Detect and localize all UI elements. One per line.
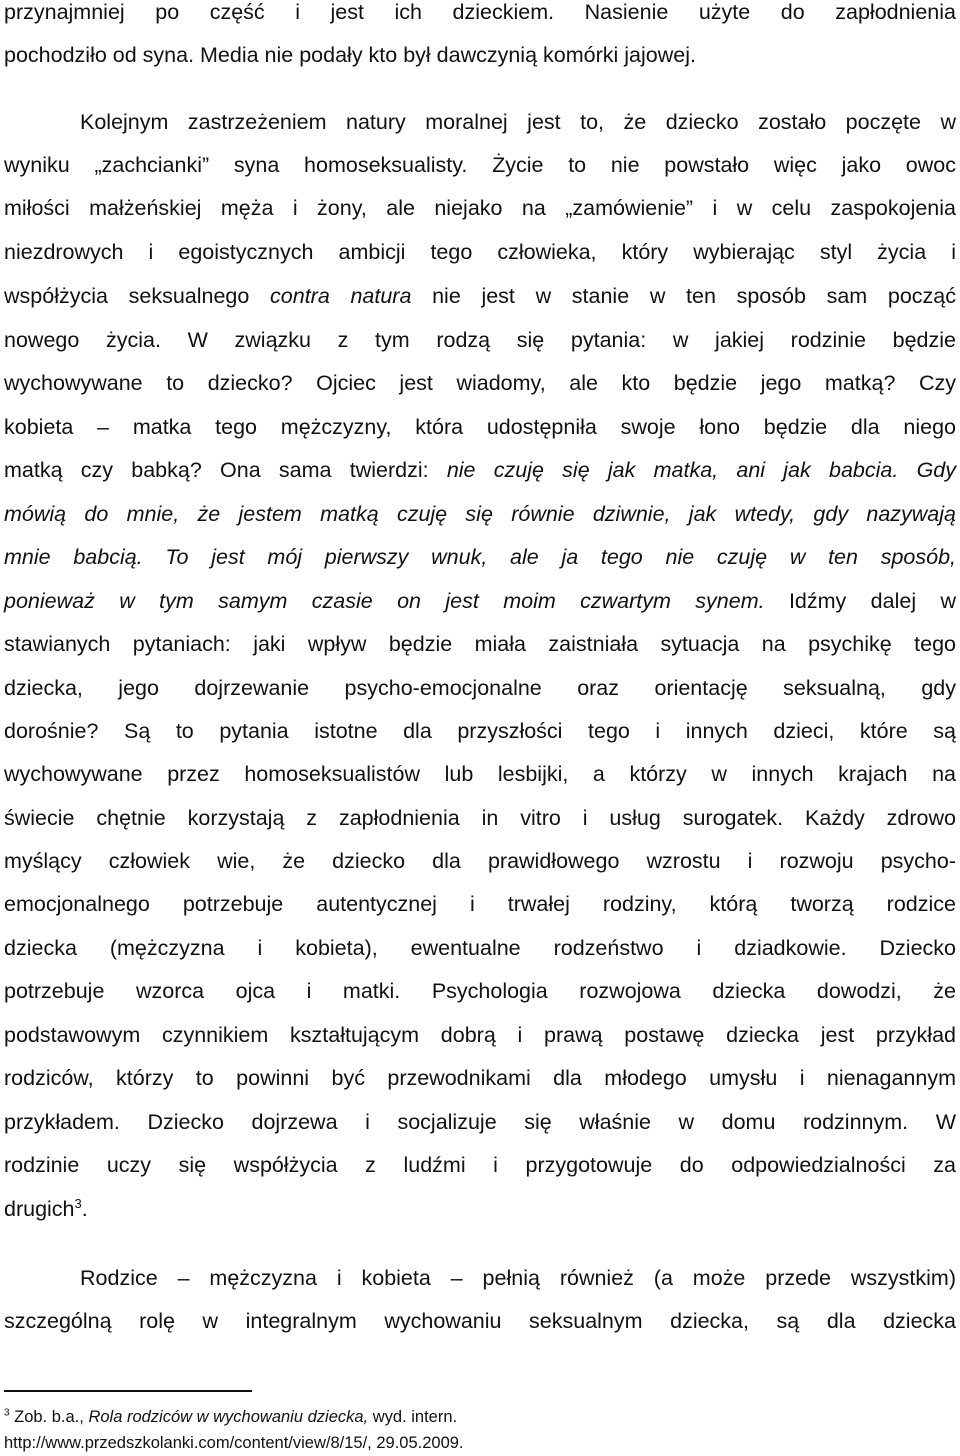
text-line xyxy=(4,1151,956,1179)
text-segment: szczególną rolę w integralnym wychowaniu seksualnym dziecka, są dla dziecka xyxy=(4,1309,956,1333)
text-line xyxy=(4,456,956,484)
text-segment: wychowywane to dziecko? Ojciec jest wiadomy, ale kto będzie jego matką? Czy xyxy=(4,371,956,395)
text-line xyxy=(4,500,956,528)
text-line xyxy=(4,543,956,571)
text-line xyxy=(4,760,956,788)
italic-text: contra natura xyxy=(270,284,412,308)
text-line xyxy=(4,890,956,918)
text-segment: emocjonalnego potrzebuje autentycznej i trwałej rodziny, którą tworzą rodzice xyxy=(4,892,956,916)
footnote-suffix: wyd. intern. xyxy=(368,1408,458,1426)
text-segment: podstawowym czynnikiem kształtującym dobrą i prawą postawę dziecka jest przykład xyxy=(4,1023,956,1047)
text-line xyxy=(4,151,956,179)
text-line xyxy=(80,108,956,136)
text-segment: Rodzice – mężczyzna i kobieta – pełnią również (a może przede wszystkim) xyxy=(80,1266,956,1290)
footnote-number: 3 xyxy=(4,1407,10,1419)
footnote-title: Rola rodziców w wychowaniu dziecka, xyxy=(88,1408,369,1426)
footnote-reference: 3 xyxy=(74,1195,82,1211)
text-line xyxy=(4,1307,956,1335)
text-segment: dziecka, jego dojrzewanie psycho-emocjonalne oraz orientację seksualną, gdy xyxy=(4,676,956,700)
text-line xyxy=(4,587,956,615)
text-line xyxy=(4,847,956,875)
text-line xyxy=(4,369,956,397)
text-segment: nie jest w stanie w ten sposób sam począć xyxy=(411,284,956,308)
text-segment: Idźmy dalej w xyxy=(764,589,956,613)
text-segment: drugich xyxy=(4,1197,75,1221)
text-line xyxy=(4,1195,956,1223)
text-line xyxy=(4,238,956,266)
text-segment: rodziców, którzy to powinni być przewodnikami dla młodego umysłu i nienagannym xyxy=(4,1066,956,1090)
italic-text: mnie babcią. To jest mój pierwszy wnuk, ale ja tego nie czuję w ten sposób, xyxy=(4,545,956,569)
text-line xyxy=(4,934,956,962)
text-line xyxy=(80,1264,956,1292)
text-segment: świecie chętnie korzystają z zapłodnienia in vitro i usług surogatek. Każdy zdrowo xyxy=(4,806,956,830)
text-segment: matką czy babką? Ona sama twierdzi: xyxy=(4,458,447,482)
text-segment: nowego życia. W związku z tym rodzą się pytania: w jakiej rodzinie będzie xyxy=(4,328,956,352)
footnote-separator xyxy=(4,1390,252,1392)
text-line xyxy=(4,194,956,222)
text-segment: wyniku „zachcianki” syna homoseksualisty. Życie to nie powstało więc jako owoc xyxy=(4,153,956,177)
text-segment: stawianych pytaniach: jaki wpływ będzie miała zaistniała sytuacja na psychikę tego xyxy=(4,632,956,656)
text-line xyxy=(4,977,956,1005)
italic-text: mówią do mnie, że jestem matką czuję się równie dziwnie, jak wtedy, gdy nazywają xyxy=(4,502,956,526)
text-segment: potrzebuje wzorca ojca i matki. Psychologia rozwojowa dziecka dowodzi, że xyxy=(4,979,956,1003)
text-segment: myślący człowiek wie, że dziecko dla prawidłowego wzrostu i rozwoju psycho- xyxy=(4,849,956,873)
text-segment: przynajmniej po część i jest ich dzieckiem. Nasienie użyte do zapłodnienia xyxy=(4,0,956,24)
text-line xyxy=(4,630,956,658)
text-line xyxy=(4,41,956,69)
text-segment: dorośnie? Są to pytania istotne dla przyszłości tego i innych dzieci, które są xyxy=(4,719,956,743)
text-segment: współżycia seksualnego xyxy=(4,284,271,308)
footnote xyxy=(4,1406,457,1428)
footnote-prefix: Zob. b.a., xyxy=(9,1408,89,1426)
text-segment: kobieta – matka tego mężczyzny, która udostępniła swoje łono będzie dla niego xyxy=(4,415,956,439)
text-line xyxy=(4,326,956,354)
text-line xyxy=(4,1021,956,1049)
text-line xyxy=(4,0,956,26)
text-line xyxy=(4,413,956,441)
text-line xyxy=(4,282,956,310)
text-line xyxy=(4,804,956,832)
text-segment: Kolejnym zastrzeżeniem natury moralnej jest to, że dziecko zostało poczęte w xyxy=(80,110,956,134)
text-segment: wychowywane przez homoseksualistów lub lesbijki, a którzy w innych krajach na xyxy=(4,762,956,786)
text-segment: dziecka (mężczyzna i kobieta), ewentualne rodzeństwo i dziadkowie. Dziecko xyxy=(4,936,956,960)
italic-text: ponieważ w tym samym czasie on jest moim czwartym synem. xyxy=(4,589,765,613)
text-segment: miłości małżeńskiej męża i żony, ale niejako na „zamówienie” i w celu zaspokojenia xyxy=(4,196,956,220)
text-segment: przykładem. Dziecko dojrzewa i socjalizuje się właśnie w domu rodzinnym. W xyxy=(4,1110,956,1134)
text-line xyxy=(4,674,956,702)
text-segment: . xyxy=(81,1197,88,1221)
text-line xyxy=(4,1108,956,1136)
text-line xyxy=(4,1064,956,1092)
text-segment: rodzinie uczy się współżycia z ludźmi i przygotowuje do odpowiedzialności za xyxy=(4,1153,956,1177)
footnote-url[interactable]: http://www.przedszkolanki.com/content/view/8/15/, 29.05.2009. xyxy=(4,1434,464,1452)
text-line xyxy=(4,717,956,745)
text-segment: pochodziło od syna. Media nie podały kto był dawczynią komórki jajowej. xyxy=(4,43,696,67)
italic-text: nie czuję się jak matka, ani jak babcia. Gdy xyxy=(446,458,956,482)
text-segment: niezdrowych i egoistycznych ambicji tego człowieka, który wybierając styl życia i xyxy=(4,240,956,264)
